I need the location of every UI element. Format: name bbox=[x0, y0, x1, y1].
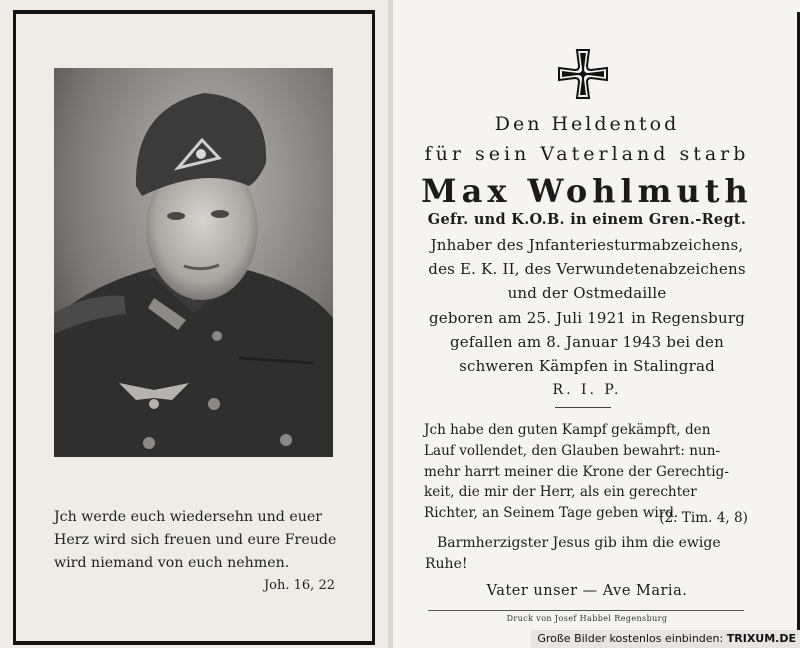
soldier-portrait-photo bbox=[54, 68, 333, 457]
bible-verse bbox=[424, 420, 750, 524]
left-verse bbox=[54, 506, 339, 593]
heading-heldentod: Den Heldentod bbox=[494, 113, 680, 135]
decoration-line-2: des E. K. II, des Verwundetenabzeichens bbox=[428, 260, 746, 278]
death-place-line: schweren Kämpfen in Stalingrad bbox=[459, 357, 715, 375]
prayer-line-1: Barmherzigster Jesus gib ihm die ewige bbox=[437, 535, 721, 551]
left-verse-line: wird niemand von euch nehmen. bbox=[54, 555, 290, 571]
rank-line: Gefr. und K.O.B. in einem Gren.-Regt. bbox=[427, 211, 747, 228]
left-verse-line: Herz wird sich freuen und eure Freude bbox=[54, 532, 337, 548]
divider bbox=[555, 407, 611, 408]
bible-reference: (2. Tim. 4, 8) bbox=[659, 510, 748, 526]
heading-vaterland: für sein Vaterland starb bbox=[424, 143, 750, 165]
decoration-line-3: und der Ostmedaille bbox=[507, 284, 667, 302]
bible-verse-line: keit, die mir der Herr, als ein gerechter bbox=[424, 484, 697, 501]
prayer-line-2: Ruhe! bbox=[425, 556, 468, 572]
bible-verse-line: mehr harrt meiner die Krone der Gerechtig- bbox=[424, 463, 729, 480]
watermark-brand-link[interactable]: TRIXUM.DE bbox=[726, 632, 796, 645]
footer-rule bbox=[428, 610, 744, 611]
deceased-name: Max Wohlmuth bbox=[421, 172, 753, 210]
bible-verse-line: Richter, an Seinem Tage geben wird. bbox=[424, 505, 679, 522]
watermark-banner[interactable] bbox=[531, 630, 800, 648]
birth-line: geboren am 25. Juli 1921 in Regensburg bbox=[429, 309, 745, 327]
left-verse-reference: Joh. 16, 22 bbox=[263, 578, 335, 593]
bible-verse-line: Lauf vollendet, den Glauben bewahrt: nun- bbox=[424, 442, 721, 459]
printer-credit: Druck von Josef Habbel Regensburg bbox=[506, 614, 668, 623]
death-line: gefallen am 8. Januar 1943 bei den bbox=[450, 333, 724, 351]
bible-verse-line: Jch habe den guten Kampf gekämpft, den bbox=[424, 422, 711, 438]
iron-cross-icon bbox=[557, 48, 609, 100]
watermark-text: Große Bilder kostenlos einbinden: bbox=[537, 632, 724, 645]
rip-text: R. I. P. bbox=[552, 382, 622, 398]
decoration-line-1: Jnhaber des Jnfanteriesturmabzeichens, bbox=[430, 236, 744, 254]
left-verse-line: Jch werde euch wiedersehn und euer bbox=[54, 509, 323, 525]
prayer-line-3: Vater unser — Ave Maria. bbox=[486, 583, 688, 599]
